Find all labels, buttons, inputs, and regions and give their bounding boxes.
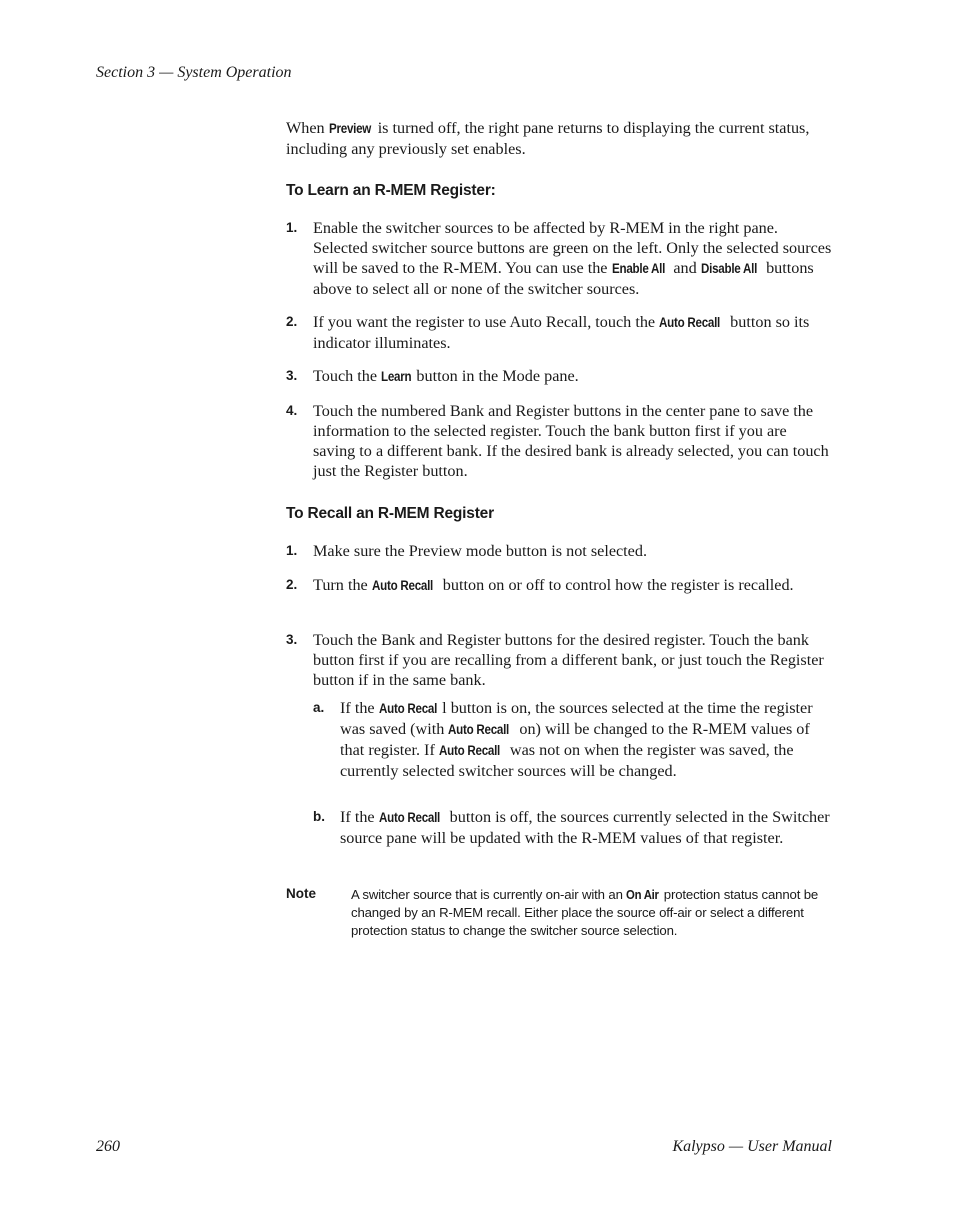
sub-step-text [340,807,832,848]
step-number: 3. [286,368,298,383]
page-number: 260 [96,1138,120,1155]
step-text-part: buttons above to select all or none of the switcher sources. [313,259,814,298]
step-text-part: was not on when the register was saved, the currently selected switcher sources will be changed. [340,741,794,780]
step-text: Touch the Bank and Register buttons for the desired register. Touch the bank button first if you are recalling from a different bank, or just touch the Register button if in the same bank. [313,631,824,689]
step-text-part: Turn the [313,576,372,594]
step-text [313,218,833,299]
intro-text-1: When [286,119,329,137]
step-text: Touch the numbered Bank and Register buttons in the center pane to save the information to the selected register. Touch the bank button first if you are saving to a different bank. If the desired bank is already selected, you can touch just the Register button. [313,402,829,480]
ui-term-disable-all: Disable All [700,261,757,276]
sub-step-letter: b. [313,809,325,824]
step-text-part: and [669,259,701,277]
step-text-part: button on or off to control how the register is recalled. [438,576,794,594]
step-text-part: If you want the register to use Auto Recall, touch the [313,313,660,331]
learn-heading: To Learn an R-MEM Register: [286,182,496,199]
step-number: 2. [286,314,298,329]
ui-term-auto-recall: Auto Recall [438,743,500,758]
ui-term-preview: Preview [328,121,371,136]
step-text-part: If the [340,808,379,826]
note-text-part: protection status cannot be changed by an R-MEM recall. Either place the source off-air or select a different protection status to change the switcher source selection. [351,887,819,938]
step-text-part: on) will be changed to the R-MEM values of that register. If [340,720,810,759]
step-text [313,366,833,387]
sub-step-letter: a. [313,700,325,715]
ui-term-enable-all: Enable All [611,261,665,276]
step-text-part: button in the Mode pane. [412,367,579,385]
step-text-part: button is off, the sources currently selected in the Switcher source pane will be updated with the R-MEM values of that register. [340,808,830,847]
step-text-part: Enable the switcher sources to be affected by R-MEM in the right pane. Selected switcher source buttons are green on the left. Only the selected sources will be saved to the R-MEM. You can use the [313,219,832,277]
note-text-part: A switcher source that is currently on-air with an [351,887,627,902]
manual-title: Kalypso — User Manual [672,1138,832,1155]
step-text [313,312,833,353]
step-text-part: If the [340,699,379,717]
step-number: 4. [286,403,298,418]
step-text [313,575,833,596]
ui-term-auto-recall: Auto Recall [378,810,440,825]
intro-text-2: is turned off, the right pane returns to displaying the current status, including any previously set enables. [286,119,810,158]
step-number: 1. [286,543,298,558]
sub-step-text [340,698,832,781]
note-label: Note [286,886,316,901]
ui-term-auto-recall: Auto Recall [659,315,721,330]
step-number: 3. [286,632,298,647]
step-text-part: button so its indicator illuminates. [313,313,810,352]
note-text [351,886,821,940]
step-number: 2. [286,577,298,592]
ui-term-auto-recall: Auto Recall [371,578,433,593]
step-text-part: l button is on, the sources selected at the time the register was saved (with [340,699,813,738]
recall-heading: To Recall an R-MEM Register [286,505,494,522]
step-number: 1. [286,220,298,235]
ui-term-auto-recall: Auto Recal [378,701,437,716]
intro-paragraph [286,118,834,159]
ui-term-auto-recall: Auto Recall [448,722,510,737]
ui-term-on-air: On Air [626,887,659,902]
running-head: Section 3 — System Operation [96,64,292,81]
step-text: Make sure the Preview mode button is not selected. [313,542,648,560]
ui-term-learn: Learn [381,369,412,384]
step-text-part: Touch the [313,367,382,385]
